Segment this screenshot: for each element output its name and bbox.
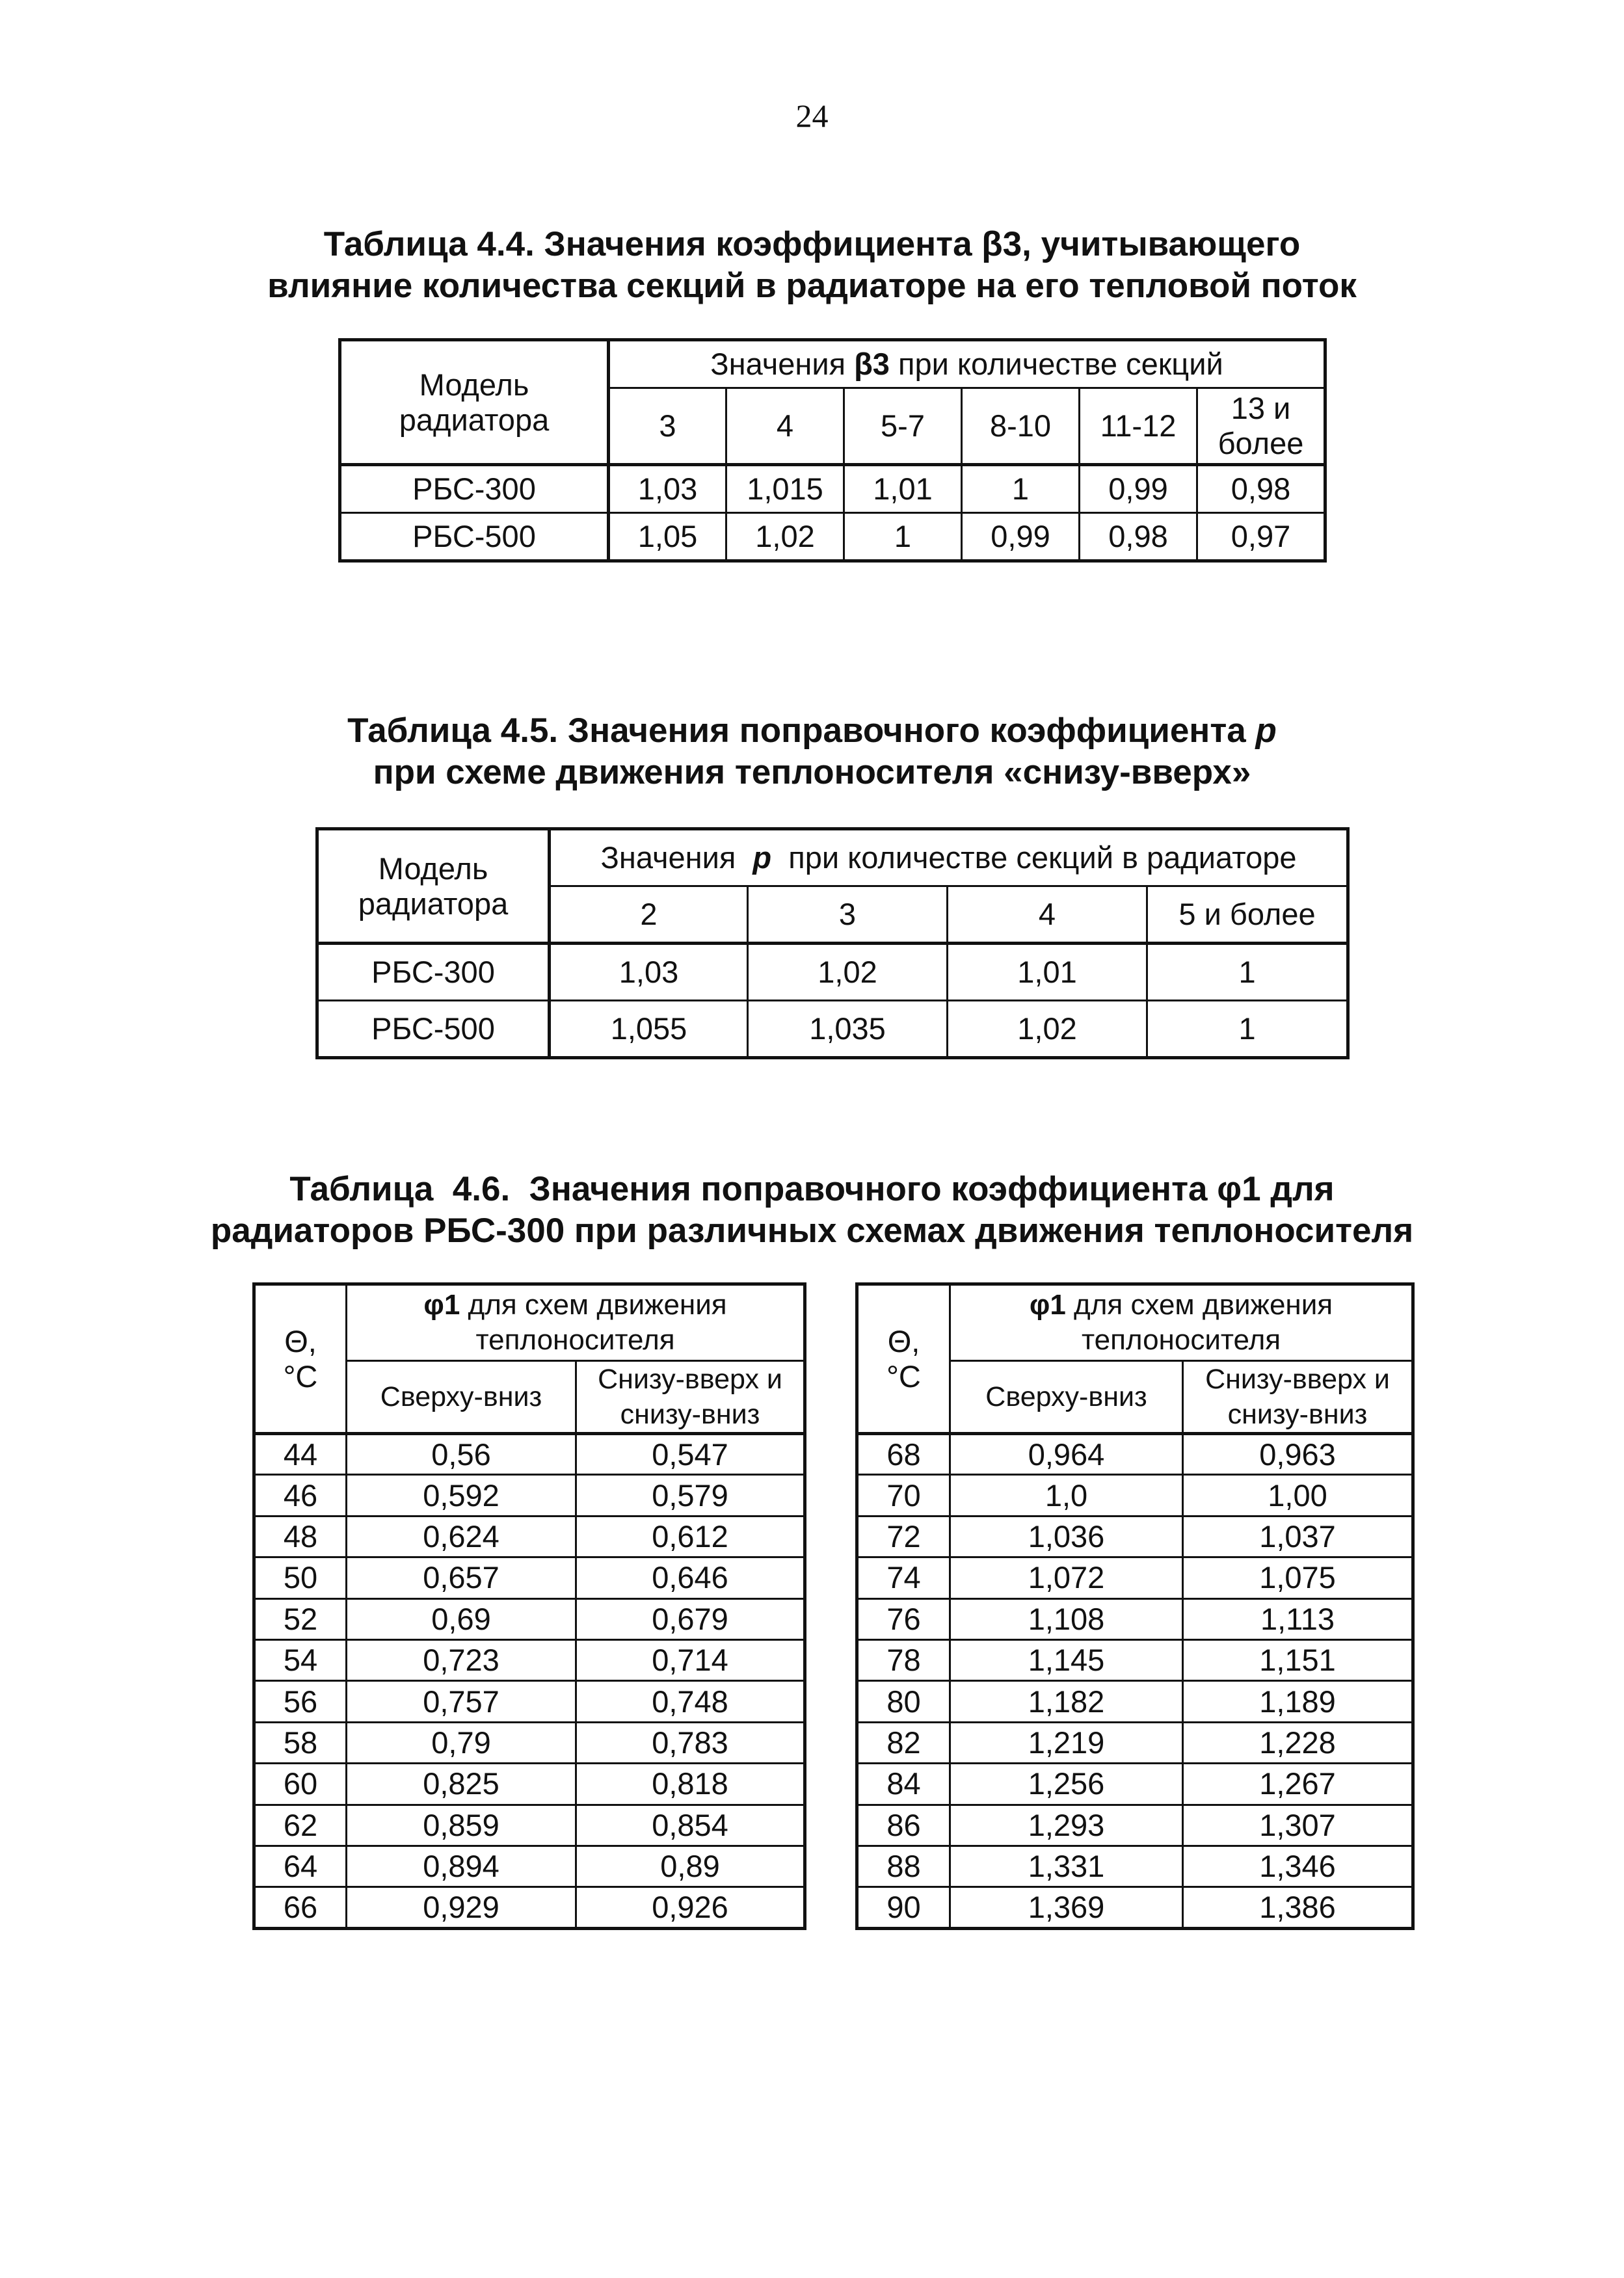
table-row [254,1805,805,1846]
model-header: Модель радиатора [340,340,609,465]
value-cell: 0,657 [347,1557,576,1598]
value-cell: 0,926 [576,1887,805,1928]
table-row [857,1846,1413,1887]
value-cell: 1,02 [748,944,948,1001]
phi-header-text: для схем движения теплоносителя [1074,1289,1333,1356]
value-cell: 0,56 [347,1434,576,1475]
theta-cell: 70 [857,1475,950,1516]
table-row [254,1887,805,1928]
value-cell: 0,98 [1080,513,1197,561]
value-cell: 1 [1147,1001,1348,1058]
table-row [340,465,1325,513]
value-cell: 0,592 [347,1475,576,1516]
theta-cell: 56 [254,1681,347,1722]
phi-group-header [347,1284,805,1361]
group-header-prefix: Значения [600,840,736,875]
table-row [254,1764,805,1805]
value-cell: 0,757 [347,1681,576,1722]
theta-cell: 84 [857,1764,950,1805]
table-row [340,513,1325,561]
table-row [857,1681,1413,1722]
theta-header [857,1284,950,1434]
value-cell: 1,036 [950,1516,1183,1557]
value-cell: 0,964 [950,1434,1183,1475]
value-cell: 0,859 [347,1805,576,1846]
group-header-suffix: при количестве секций [898,347,1223,381]
value-cell: 1,05 [609,513,726,561]
table-4-6-right-body [857,1434,1413,1929]
value-cell: 0,99 [1080,465,1197,513]
table-4-4 [338,338,1327,563]
model-cell: РБС-500 [317,1001,550,1058]
table-row [857,1764,1413,1805]
value-cell: 1,151 [1183,1639,1413,1680]
value-cell: 1,256 [950,1764,1183,1805]
value-cell: 0,894 [347,1846,576,1887]
table-4-6-caption-line2: радиаторов РБС-300 при различных схемах движения теплоносителя [210,1212,1414,1250]
value-cell: 0,929 [347,1887,576,1928]
section-header: 8-10 [962,388,1080,465]
col-header-down: Сверху-вниз [347,1361,576,1434]
value-cell: 1,219 [950,1722,1183,1763]
table-4-4-caption [0,224,1624,307]
value-cell: 1,307 [1183,1805,1413,1846]
table-row [857,1598,1413,1639]
col-header-down: Сверху-вниз [950,1361,1183,1434]
value-cell: 0,963 [1183,1434,1413,1475]
theta-cell: 60 [254,1764,347,1805]
theta-cell: 74 [857,1557,950,1598]
p-symbol: р [752,840,772,875]
value-cell: 1,03 [550,944,748,1001]
value-cell: 1,055 [550,1001,748,1058]
table-row [857,1722,1413,1763]
table-4-5 [315,827,1350,1059]
phi-group-header [950,1284,1413,1361]
value-cell: 1,035 [748,1001,948,1058]
theta-cell: 52 [254,1598,347,1639]
value-cell: 1,228 [1183,1722,1413,1763]
phi-header-text: для схем движения теплоносителя [468,1289,727,1356]
table-4-6-right [855,1282,1415,1930]
table-4-6-caption [0,1169,1624,1252]
col-header-up-line2: снизу-вниз [1227,1399,1368,1430]
value-cell: 1,293 [950,1805,1183,1846]
theta-cell: 64 [254,1846,347,1887]
value-cell: 1,03 [609,465,726,513]
theta-cell: 44 [254,1434,347,1475]
theta-symbol: Θ, [284,1323,317,1358]
value-cell: 1,182 [950,1681,1183,1722]
value-cell: 0,818 [576,1764,805,1805]
value-cell: 0,97 [1197,513,1325,561]
value-cell: 1,075 [1183,1557,1413,1598]
table-row [857,1475,1413,1516]
value-cell: 1,386 [1183,1887,1413,1928]
table-row [317,1001,1348,1058]
group-header-prefix: Значения [710,347,846,381]
theta-cell: 80 [857,1681,950,1722]
value-cell: 1,01 [948,944,1147,1001]
value-cell: 1 [1147,944,1348,1001]
value-cell: 1,0 [950,1475,1183,1516]
table-4-5-caption-line2: при схеме движения теплоносителя «снизу-вверх» [373,753,1251,791]
table-row [254,1681,805,1722]
theta-cell: 50 [254,1557,347,1598]
col-header-up-line2: снизу-вниз [620,1399,760,1430]
model-header: Модель радиатора [317,829,550,944]
p-group-header [550,829,1348,886]
col-header-up-line1: Снизу-вверх и [598,1364,782,1395]
table-4-5-caption [0,710,1624,793]
theta-cell: 82 [857,1722,950,1763]
theta-unit: °С [886,1358,921,1394]
section-header: 4 [726,388,844,465]
value-cell: 0,714 [576,1639,805,1680]
value-cell: 0,612 [576,1516,805,1557]
table-row [254,1722,805,1763]
section-header: 3 [609,388,726,465]
table-row [254,1434,805,1475]
phi-symbol: φ1 [423,1289,460,1321]
section-header: 11-12 [1080,388,1197,465]
col-header-up-line1: Снизу-вверх и [1205,1364,1390,1395]
theta-cell: 90 [857,1887,950,1928]
value-cell: 1,113 [1183,1598,1413,1639]
model-cell: РБС-300 [317,944,550,1001]
section-header: 2 [550,886,748,944]
group-header-suffix: при количестве секций в радиаторе [788,840,1297,875]
theta-cell: 68 [857,1434,950,1475]
table-row [857,1516,1413,1557]
section-header: 5 и более [1147,886,1348,944]
table-row [254,1598,805,1639]
value-cell: 1,369 [950,1887,1183,1928]
value-cell: 1,01 [844,465,962,513]
value-cell: 0,783 [576,1722,805,1763]
table-row [857,1557,1413,1598]
theta-cell: 54 [254,1639,347,1680]
value-cell: 1,331 [950,1846,1183,1887]
section-header: 4 [948,886,1147,944]
value-cell: 0,69 [347,1598,576,1639]
value-cell: 1,072 [950,1557,1183,1598]
theta-cell: 86 [857,1805,950,1846]
value-cell: 1,02 [726,513,844,561]
table-row [857,1887,1413,1928]
col-header-up [576,1361,805,1434]
value-cell: 1,267 [1183,1764,1413,1805]
value-cell: 0,723 [347,1639,576,1680]
value-cell: 1,00 [1183,1475,1413,1516]
section-header: 13 и более [1197,388,1325,465]
table-row [857,1434,1413,1475]
table-row [317,944,1348,1001]
table-row [254,1557,805,1598]
table-row [254,1639,805,1680]
model-cell: РБС-500 [340,513,609,561]
value-cell: 0,646 [576,1557,805,1598]
theta-cell: 58 [254,1722,347,1763]
value-cell: 0,679 [576,1598,805,1639]
theta-cell: 76 [857,1598,950,1639]
section-header: 5-7 [844,388,962,465]
table-4-6-left [252,1282,806,1930]
beta3-group-header [609,340,1325,388]
value-cell: 1,037 [1183,1516,1413,1557]
value-cell: 0,579 [576,1475,805,1516]
value-cell: 1 [844,513,962,561]
value-cell: 1,02 [948,1001,1147,1058]
theta-cell: 88 [857,1846,950,1887]
table-row [254,1475,805,1516]
theta-unit: °С [283,1358,318,1394]
table-4-4-caption-line2: влияние количества секций в радиаторе на его тепловой поток [267,267,1357,305]
theta-cell: 62 [254,1805,347,1846]
value-cell: 0,624 [347,1516,576,1557]
table-4-4-caption-line1: Таблица 4.4. Значения коэффициента β3, учитывающего [323,225,1301,263]
theta-cell: 78 [857,1639,950,1680]
theta-cell: 48 [254,1516,347,1557]
table-4-6-left-body [254,1434,805,1929]
value-cell: 1,145 [950,1639,1183,1680]
value-cell: 0,98 [1197,465,1325,513]
theta-cell: 46 [254,1475,347,1516]
col-header-up [1183,1361,1413,1434]
theta-cell: 66 [254,1887,347,1928]
table-row [254,1846,805,1887]
theta-header [254,1284,347,1434]
value-cell: 0,748 [576,1681,805,1722]
value-cell: 0,99 [962,513,1080,561]
page-number: 24 [795,98,829,134]
value-cell: 0,825 [347,1764,576,1805]
value-cell: 1,015 [726,465,844,513]
table-4-6-caption-line1: Таблица 4.6. Значения поправочного коэффициента φ1 для [289,1170,1335,1208]
table-row [857,1639,1413,1680]
value-cell: 0,547 [576,1434,805,1475]
section-header: 3 [748,886,948,944]
beta3-symbol: β3 [854,347,890,381]
model-cell: РБС-300 [340,465,609,513]
value-cell: 0,854 [576,1805,805,1846]
table-4-5-caption-line1: Таблица 4.5. Значения поправочного коэффициента р [347,711,1277,750]
phi-symbol: φ1 [1029,1289,1066,1321]
table-row [254,1516,805,1557]
theta-cell: 72 [857,1516,950,1557]
value-cell: 1,108 [950,1598,1183,1639]
value-cell: 0,89 [576,1846,805,1887]
theta-symbol: Θ, [887,1323,920,1358]
value-cell: 1,189 [1183,1681,1413,1722]
value-cell: 0,79 [347,1722,576,1763]
table-row [857,1805,1413,1846]
value-cell: 1 [962,465,1080,513]
value-cell: 1,346 [1183,1846,1413,1887]
